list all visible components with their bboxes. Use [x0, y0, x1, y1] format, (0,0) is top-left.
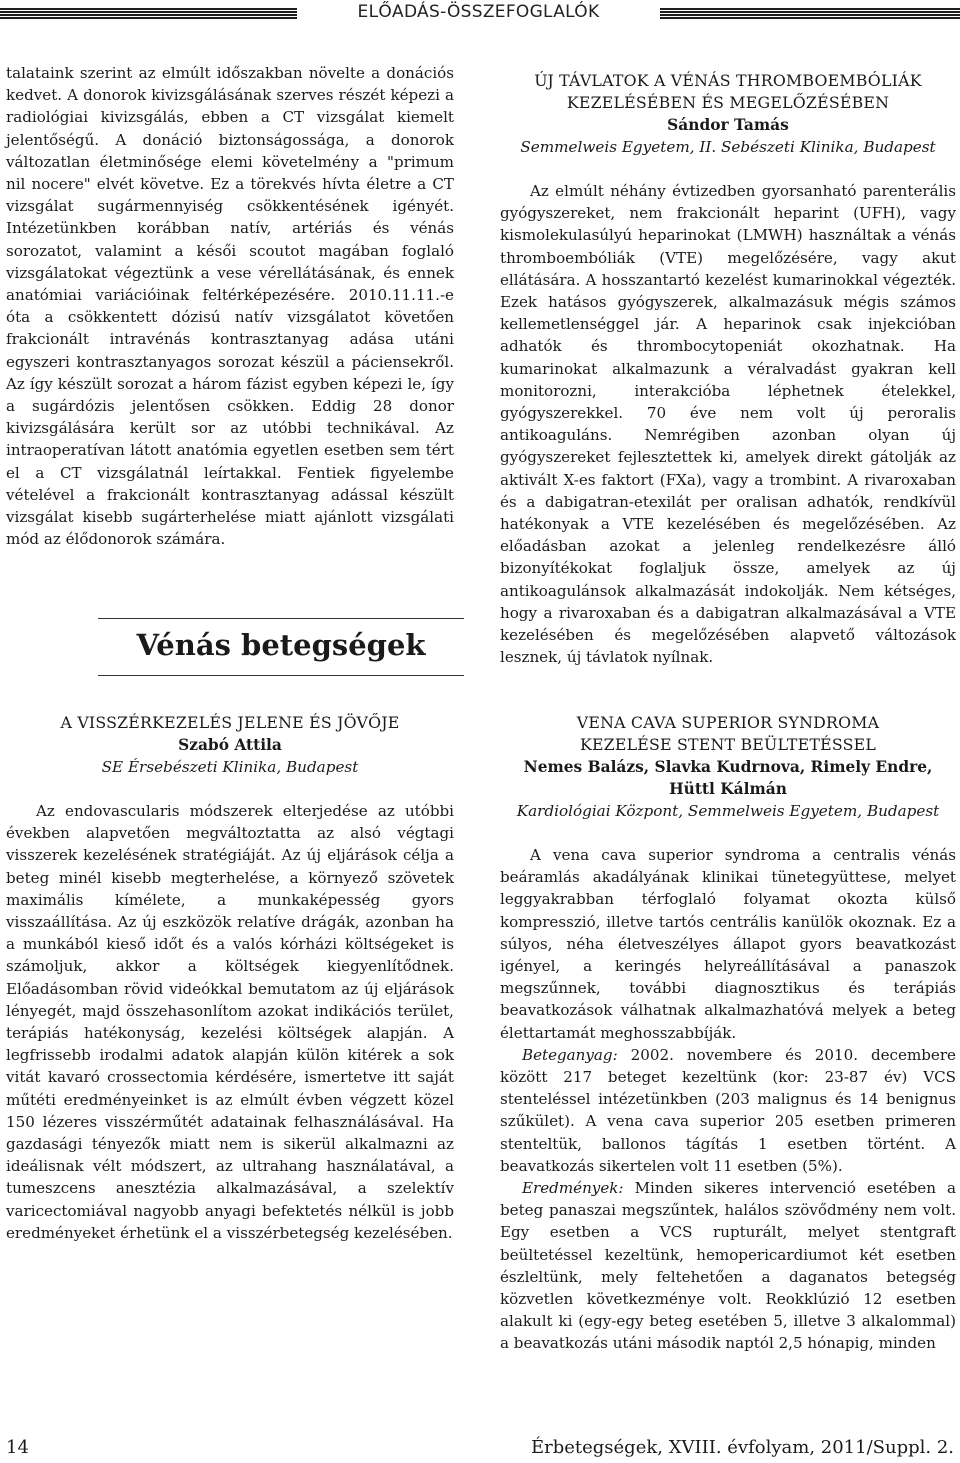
abstract-materials — [500, 1044, 956, 1177]
continuation-paragraph: talataink szerint az elmúlt időszakban növelte a donációs kedvet. A donorok kivizsgálásának szerves részét képezi a radiológiai kivizsgálás, ebben a CT vizsgálat kiemelt jelentőségű. A donáció biztonságossága, a donorok változatlan életminősége elemi követelmény a "primum nil nocere" elvét követve. Ez a törekvés hívta életre a CT vizsgálat sugármennyiség csökkentésének igényét. Intézetünkben korábban natív, artériás és vénás sorozatot, valamint a késői scoutot magában foglaló vizsgálatokat végeztünk a vese vérellátásának, és ennek anatómiai variációinak feltérképezésére. 2010.11.11.-e óta a csökkentett dózisú natív vizsgálatot követően frakcionált intravénás kontrasztanyag adása utáni egyszeri kontrasztanyagos sorozat készül a páciensekről. Az így készült sorozat a három fázist egyben képezi le, így a sugárdózis jelentősen csökken. Eddig 28 donor kivizsgálására került sor az utóbbi technikával. Az intraoperatívan látott anatómia egyetlen esetben sem tért el a CT vizsgálatnál leírtakkal. Fentiek figyelembe vételével a frakcionált kontrasztanyag adással készült vizsgálat kisebb sugárterhelése miatt ajánlott vizsgálati mód az élődonorok számára. — [6, 64, 454, 549]
abstract-vena-cava — [500, 712, 956, 1355]
left-continuation — [6, 62, 454, 550]
results-text: Minden sikeres intervenció esetében a beteg panaszai megszűntek, halálos szövődmény nem volt. Egy esetben a VCS rupturált, melyet stentgraft beültetéssel kezeltünk, hemopericardiumot két esetben észleltünk, mely feltehetően a daganatos betegség közvetlen következménye volt. Reokklúzió 12 esetben alakult ki (egy-egy beteg esetében 5, illetve 3 alkalommal) a beavatkozás utáni második naptól 2,5 hónapig, minden — [500, 1179, 956, 1353]
header-rule-right — [660, 8, 960, 20]
results-label: Eredmények: — [522, 1179, 624, 1198]
abstract-author: Szabó Attila — [178, 736, 282, 754]
abstract-affiliation: Kardiológiai Központ, Semmelweis Egyetem, Budapest — [516, 802, 940, 820]
journal-citation: Érbetegségek, XVIII. évfolyam, 2011/Suppl. 2. — [530, 1437, 954, 1458]
header-title: ELŐADÁS-ÖSSZEFOGLALÓK — [357, 2, 600, 22]
section-venas-betegsegek — [98, 618, 464, 676]
abstract-title-line1: ÚJ TÁVLATOK A VÉNÁS THROMBOEMBÓLIÁK — [534, 71, 922, 90]
abstract-title: A VISSZÉRKEZELÉS JELENE ÉS JÖVŐJE — [60, 713, 400, 732]
abstract-visszerkezeles — [6, 712, 454, 1244]
page-header — [0, 0, 960, 34]
abstract-title-line1: VENA CAVA SUPERIOR SYNDROMA — [576, 713, 880, 732]
materials-label: Beteganyag: — [522, 1045, 618, 1064]
abstract-intro: A vena cava superior syndroma a centralis vénás beáramlás akadályának klinikai tünetegyüttese, melyet leggyakrabban térfoglaló folyamat okozta külső kompresszió, illetve tartós centrális kanülök okoznak. Ez a súlyos, néha életveszélyes állapot gyors beavatkozást igényel, a keringés helyreállításával a panaszok megszűnnek, további diagnosztikus és terápiás beavatkozások válhatnak alkalmazhatóvá melyek a beteg élettartamát meghosszabbíják. — [500, 846, 956, 1042]
abstract-authors-line2: Hüttl Kálmán — [669, 780, 787, 798]
abstract-body: Az elmúlt néhány évtizedben gyorsanható parenterális gyógyszereket, nem frakcionált heparint (UFH), vagy kismolekulasúlyú heparinokat (LMWH) használtak a vénás thromboembóliák (VTE) megelőzésére, vagy akut ellátására. A hosszantartó kezelést kumarinokkal végezték. Ezek hatásos gyógyszerek, alkalmazásuk mégis számos kellemetlenséggel jár. A heparinok csak injekcióban adhatók és thrombocytopeniát okozhatnak. Ha kumarinokat alkalmazunk a véralvadást gyakran kell monitorozni, interakcióba léphetnek ételekkel, gyógyszerekkel. 70 éve nem volt új peroralis antikoaguláns. Nemrégiben azonban olyan új gyógyszereket fejlesztettek ki, amelyek direkt gátolják az aktivált X-es faktort (FXa), vagy a trombint. A rivaroxaban és a dabigatran-etexilát per oralisan adhatók, rendkívül hatékonyak a VTE kezelésében és megelőzésében. Az előadásban azokat a jelenleg rendelkezésre álló bizonyítékokat foglaljuk össze, amelyek az új antikoagulánsok alkalmazását indokolják. Nem kétséges, hogy a rivaroxaban és a dabigatran alkalmazásával a VTE kezelésében és megelőzésében alapvető változások lesznek, új távlatok nyílnak. — [500, 182, 956, 667]
abstract-author: Sándor Tamás — [667, 116, 789, 134]
abstract-thromboembolia — [500, 70, 956, 668]
abstract-affiliation: SE Érsebészeti Klinika, Budapest — [101, 758, 359, 776]
abstract-authors-line1: Nemes Balázs, Slavka Kudrnova, Rimely Endre, — [523, 758, 933, 776]
abstract-title-line2: KEZELÉSÉBEN ÉS MEGELŐZÉSÉBEN — [566, 93, 890, 112]
abstract-title-line2: KEZELÉSE STENT BEÜLTETÉSSEL — [579, 735, 877, 754]
section-rule-bottom — [98, 675, 464, 676]
abstract-body: Az endovascularis módszerek elterjedése az utóbbi években alapvetően megváltoztatta az alsó végtagi visszerek kezelésének stratégiáját. Az új eljárások célja a beteg minél kisebb megterhelése, a környező szövetek maximális kímélete, a munkaképesség gyors visszaállítása. Az új eszközök relatíve drágák, azonban ha a munkából kieső időt és a valós kórházi költségeket is számoljuk, akkor a költségek kiegyenlítődnek. Előadásomban rövid videókkal bemutatom az új eljárások lényegét, majd összehasonlítom azokat indikációs terület, terápiás hatékonyság, kezelési költségek alapján. A legfrissebb irodalmi adatok alapján külön kitérek a sok vitát kavaró crossectomia kérdésére, ismertetve itt saját műtéti eredményeinket is az elmúlt évben végzett közel 150 lézeres visszérműtét adatainak felhasználásával. Ha gazdasági tényezők miatt nem is sikerül alkalmazni az ideálisnak vélt módszert, az ultrahang használatával, a tumeszcens anesztézia alkalmazásával, a szelektív varicectomiával nagyobb anyagi befektetés nélkül is jobb eredményeket érhetünk el a visszérbetegség kezelésében. — [6, 802, 454, 1242]
header-rule-left — [0, 8, 297, 20]
materials-text: 2002. novembere és 2010. decembere között 217 beteget kezeltünk (kor: 23-87 év) VCS stenteléssel intézetünkben (203 malignus és 14 benignus szűkület). A vena cava superior 205 esetben primeren stenteltük, ballonos tágítás 1 esetben történt. A beavatkozás sikertelen volt 11 esetben (5%). — [500, 1045, 956, 1175]
section-heading: Vénás betegségek — [136, 628, 426, 662]
abstract-results — [500, 1177, 956, 1355]
page-number: 14 — [6, 1437, 29, 1458]
abstract-affiliation: Semmelweis Egyetem, II. Sebészeti Klinika, Budapest — [520, 138, 936, 156]
